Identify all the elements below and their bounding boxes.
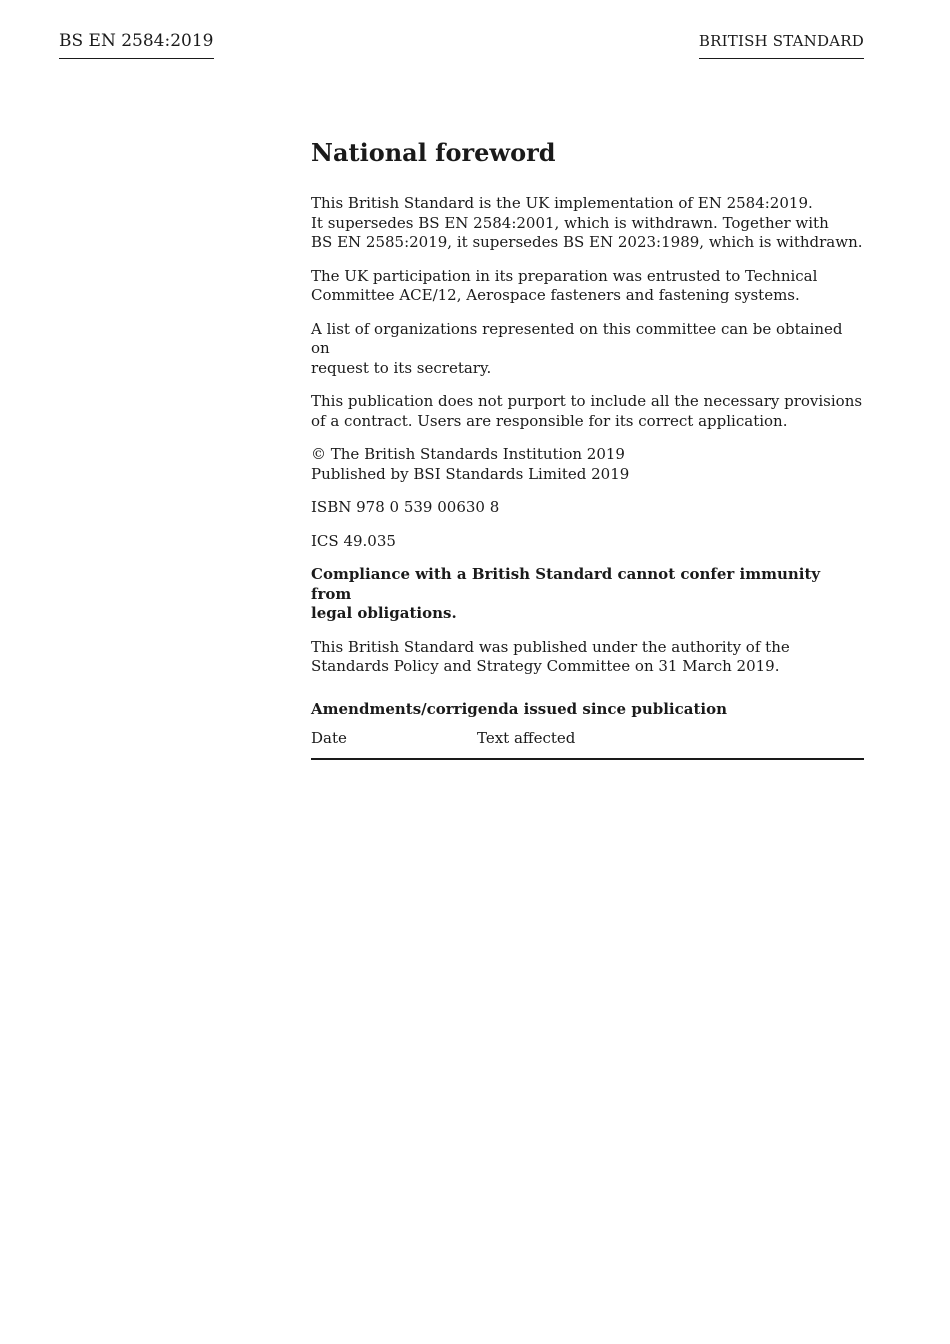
text-line: Compliance with a British Standard cannot confer immunity from <box>311 565 821 603</box>
compliance-notice <box>311 565 864 624</box>
text-line: This British Standard was published under the authority of the <box>311 637 790 656</box>
text-line: Standards Policy and Strategy Committee on 31 March 2019. <box>311 657 780 675</box>
text-line: It supersedes BS EN 2584:2001, which is withdrawn. Together with <box>311 213 829 232</box>
column-header-date: Date <box>311 728 347 747</box>
amendments-table <box>311 729 864 760</box>
ics-code: ICS 49.035 <box>311 531 396 550</box>
document-category: BRITISH STANDARD <box>699 30 864 59</box>
text-line: This British Standard is the UK implementation of EN 2584:2019. <box>311 194 813 212</box>
committee-paragraph <box>311 267 864 306</box>
text-line: This publication does not purport to include all the necessary provisions <box>311 392 863 410</box>
provisions-paragraph <box>311 392 864 431</box>
isbn: ISBN 978 0 539 00630 8 <box>311 498 500 516</box>
authority-paragraph <box>311 638 864 677</box>
publisher-line: Published by BSI Standards Limited 2019 <box>311 464 630 483</box>
text-line: A list of organizations represented on this committee can be obtained on <box>311 319 843 357</box>
column-header-text-affected: Text affected <box>477 728 576 747</box>
text-line: BS EN 2585:2019, it supersedes BS EN 2023:1989, which is withdrawn. <box>311 233 863 251</box>
national-foreword <box>311 138 864 760</box>
text-line: The UK participation in its preparation was entrusted to Technical <box>311 266 818 285</box>
organizations-paragraph <box>311 320 864 379</box>
implementation-paragraph <box>311 194 864 253</box>
page-title: National foreword <box>311 138 556 167</box>
copyright-paragraph <box>311 445 864 484</box>
text-line: Committee ACE/12, Aerospace fasteners and fastening systems. <box>311 286 800 304</box>
text-line: request to its secretary. <box>311 358 492 377</box>
copyright-line: © The British Standards Institution 2019 <box>311 445 625 463</box>
amendments-title: Amendments/corrigenda issued since publication <box>311 699 727 718</box>
text-line: legal obligations. <box>311 604 457 622</box>
document-id: BS EN 2584:2019 <box>59 30 214 59</box>
text-line: of a contract. Users are responsible for its correct application. <box>311 411 788 430</box>
